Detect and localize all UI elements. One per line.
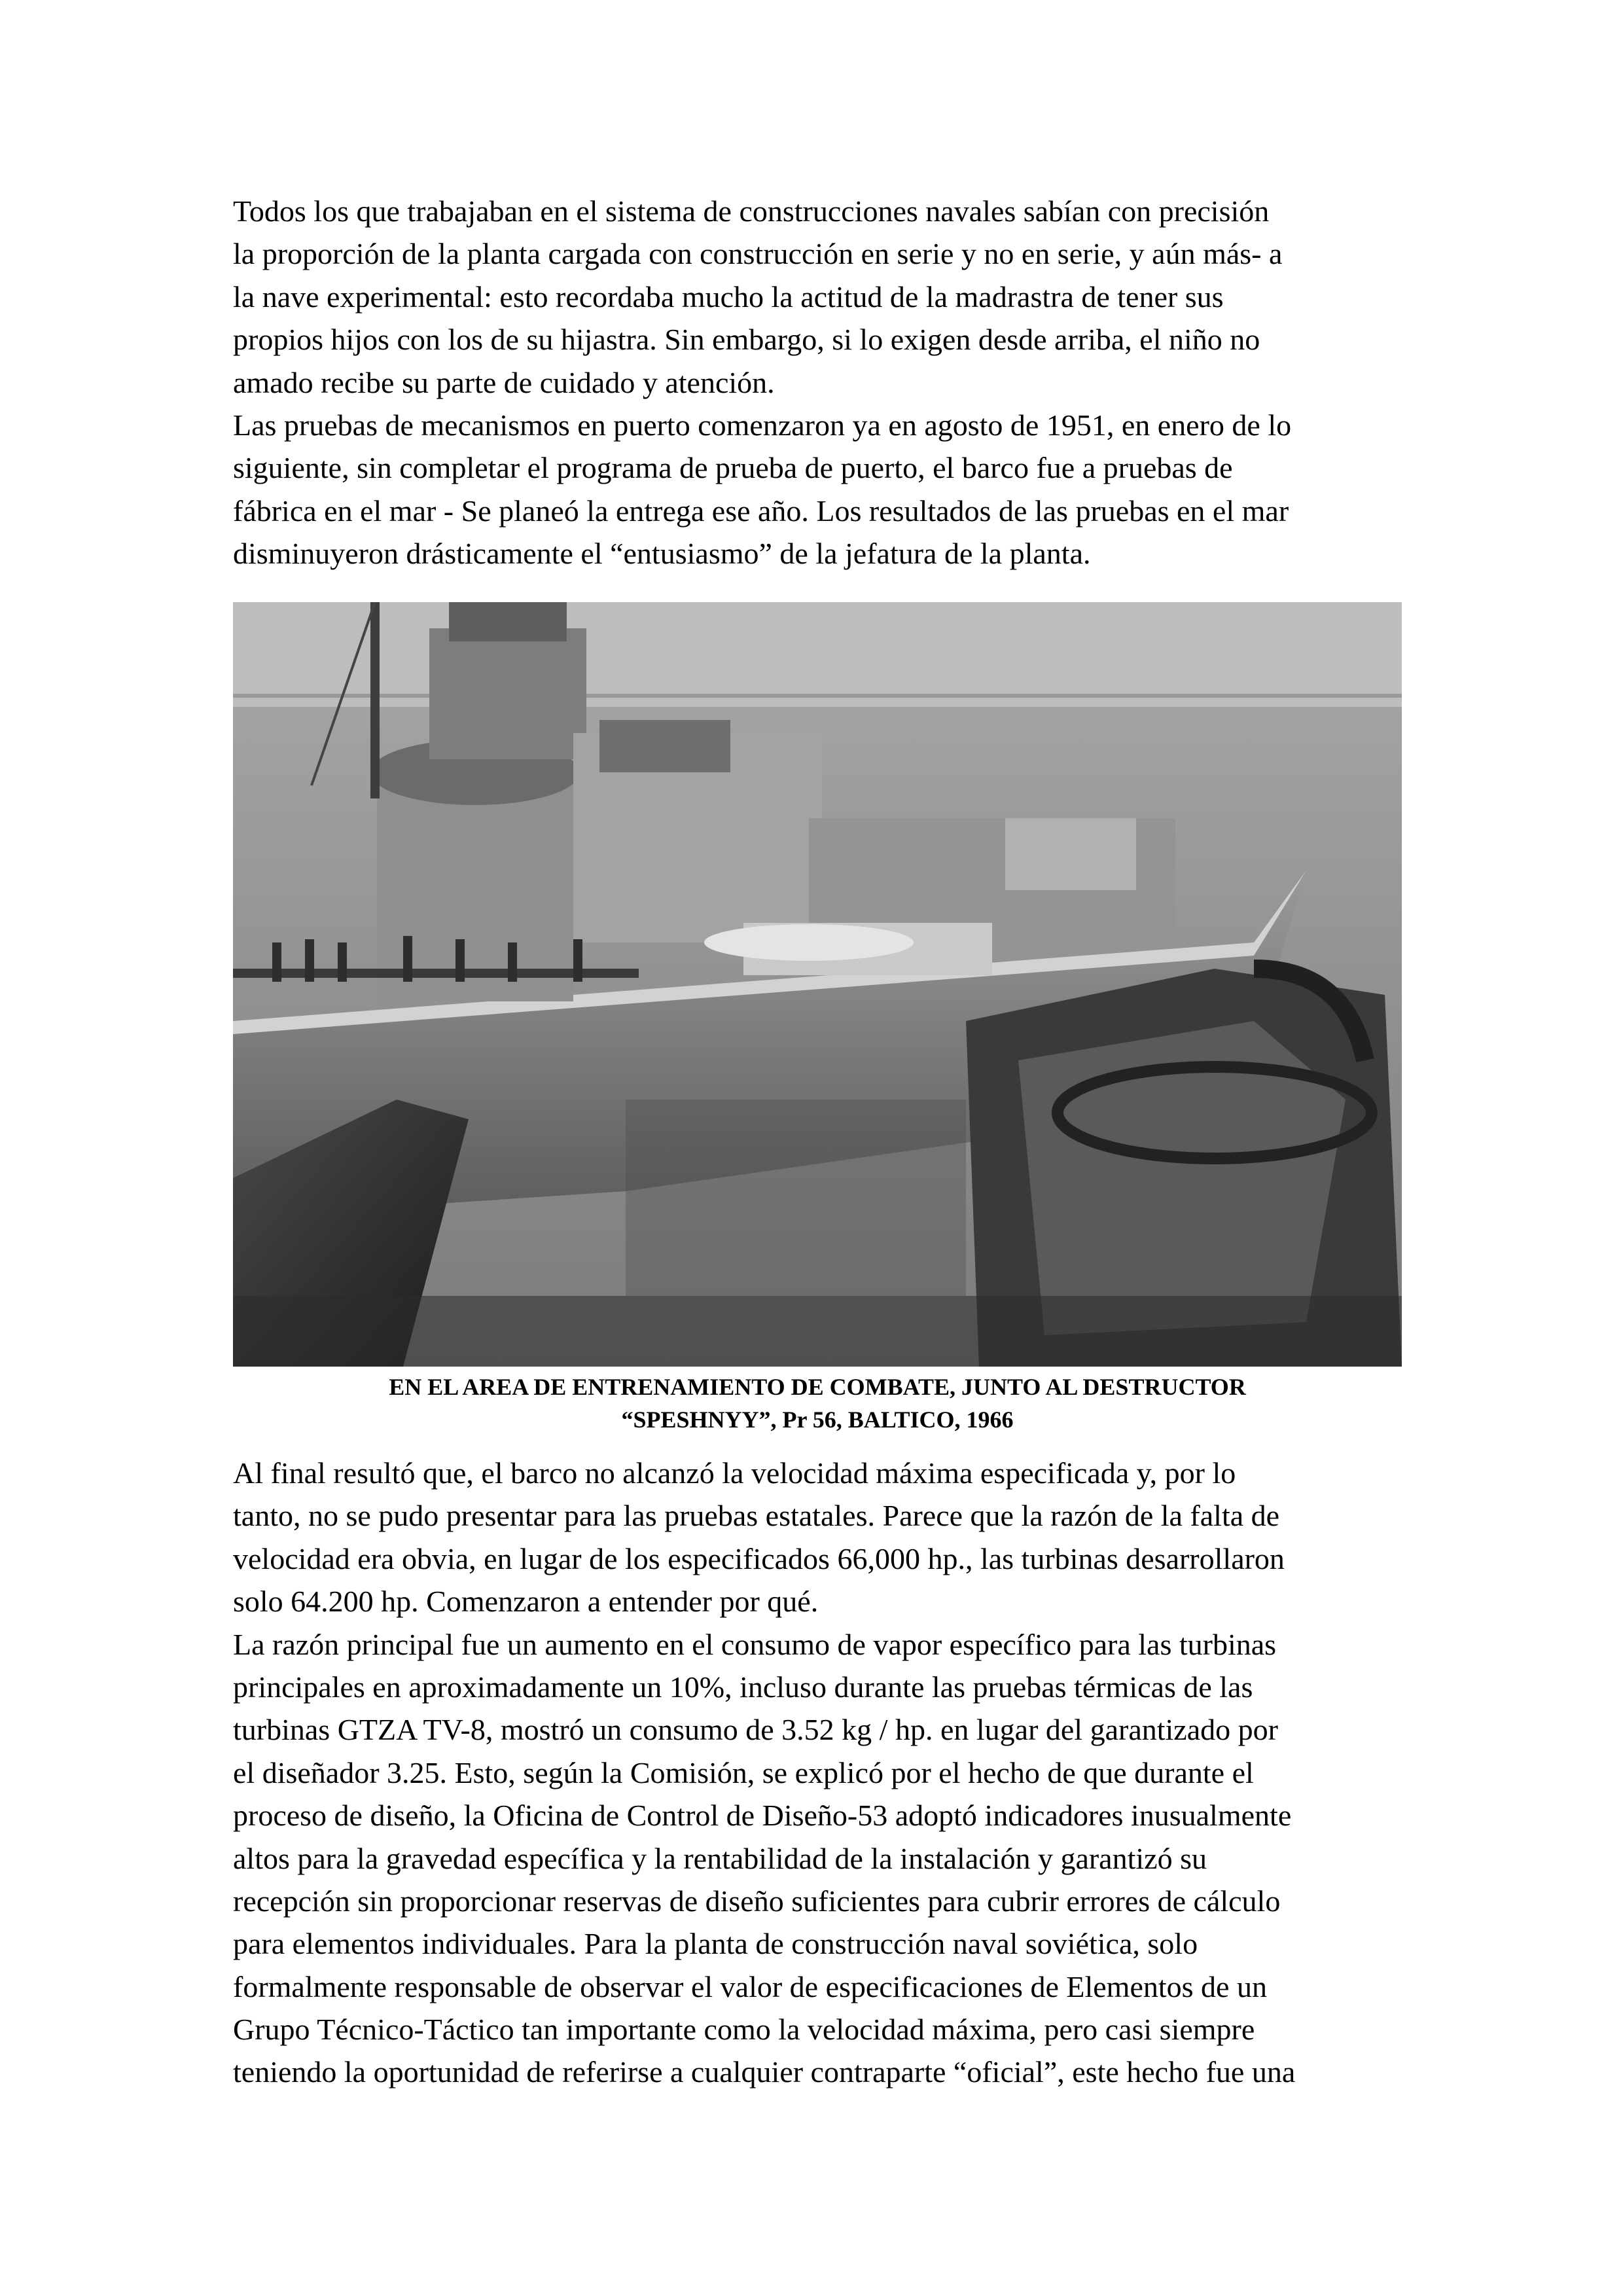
text-line: disminuyeron drásticamente el “entusiasmo” de la jefatura de la planta. bbox=[233, 537, 1091, 571]
text-line: recepción sin proporcionar reservas de diseño suficientes para cubrir errores de cálculo bbox=[233, 1884, 1281, 1918]
body-text-top bbox=[233, 190, 1411, 575]
text-line: Las pruebas de mecanismos en puerto comenzaron ya en agosto de 1951, en enero de lo bbox=[233, 408, 1292, 442]
text-line: turbinas GTZA TV-8, mostró un consumo de 3.52 kg / hp. en lugar del garantizado por bbox=[233, 1713, 1278, 1747]
text-line: el diseñador 3.25. Esto, según la Comisión, se explicó por el hecho de que durante el bbox=[233, 1755, 1254, 1789]
text-line: La razón principal fue un aumento en el consumo de vapor específico para las turbinas bbox=[233, 1627, 1277, 1661]
text-line: tanto, no se pudo presentar para las pruebas estatales. Parece que la razón de la falta de bbox=[233, 1499, 1280, 1533]
text-line: Al final resultó que, el barco no alcanzó la velocidad máxima especificada y, por lo bbox=[233, 1456, 1236, 1490]
body-text-bottom bbox=[233, 1452, 1411, 2094]
text-line: teniendo la oportunidad de referirse a cualquier contraparte “oficial”, este hecho fue una bbox=[233, 2055, 1296, 2089]
text-line: propios hijos con los de su hijastra. Sin embargo, si lo exigen desde arriba, el niño no bbox=[233, 323, 1260, 357]
caption-line-2: “SPESHNYY”, Pr 56, BALTICO, 1966 bbox=[621, 1407, 1014, 1433]
text-line: amado recibe su parte de cuidado y atención. bbox=[233, 365, 775, 399]
text-line: velocidad era obvia, en lugar de los especificados 66,000 hp., las turbinas desarrollaron bbox=[233, 1541, 1285, 1575]
text-line: principales en aproximadamente un 10%, incluso durante las pruebas térmicas de las bbox=[233, 1670, 1253, 1704]
text-line: Grupo Técnico-Táctico tan importante como la velocidad máxima, pero casi siempre bbox=[233, 2013, 1255, 2047]
text-line: Todos los que trabajaban en el sistema de construcciones navales sabían con precisión bbox=[233, 194, 1270, 228]
caption-line-1: EN EL AREA DE ENTRENAMIENTO DE COMBATE, JUNTO AL DESTRUCTOR bbox=[389, 1374, 1246, 1400]
text-line: la nave experimental: esto recordaba mucho la actitud de la madrastra de tener sus bbox=[233, 279, 1224, 314]
text-line: la proporción de la planta cargada con construcción en serie y no en serie, y aún más- a bbox=[233, 237, 1283, 271]
text-line: fábrica en el mar - Se planeó la entrega ese año. Los resultados de las pruebas en el mar bbox=[233, 493, 1289, 528]
photo-caption bbox=[233, 1371, 1402, 1436]
text-line: proceso de diseño, la Oficina de Control de Diseño-53 adoptó indicadores inusualmente bbox=[233, 1799, 1292, 1833]
text-line: siguiente, sin completar el programa de prueba de puerto, el barco fue a pruebas de bbox=[233, 451, 1233, 485]
text-line: formalmente responsable de observar el valor de especificaciones de Elementos de un bbox=[233, 1969, 1267, 2003]
text-line: altos para la gravedad específica y la rentabilidad de la instalación y garantizó su bbox=[233, 1841, 1207, 1875]
text-line: para elementos individuales. Para la planta de construcción naval soviética, solo bbox=[233, 1927, 1198, 1961]
text-line: solo 64.200 hp. Comenzaron a entender por qué. bbox=[233, 1585, 819, 1619]
ship-photograph bbox=[233, 602, 1402, 1367]
